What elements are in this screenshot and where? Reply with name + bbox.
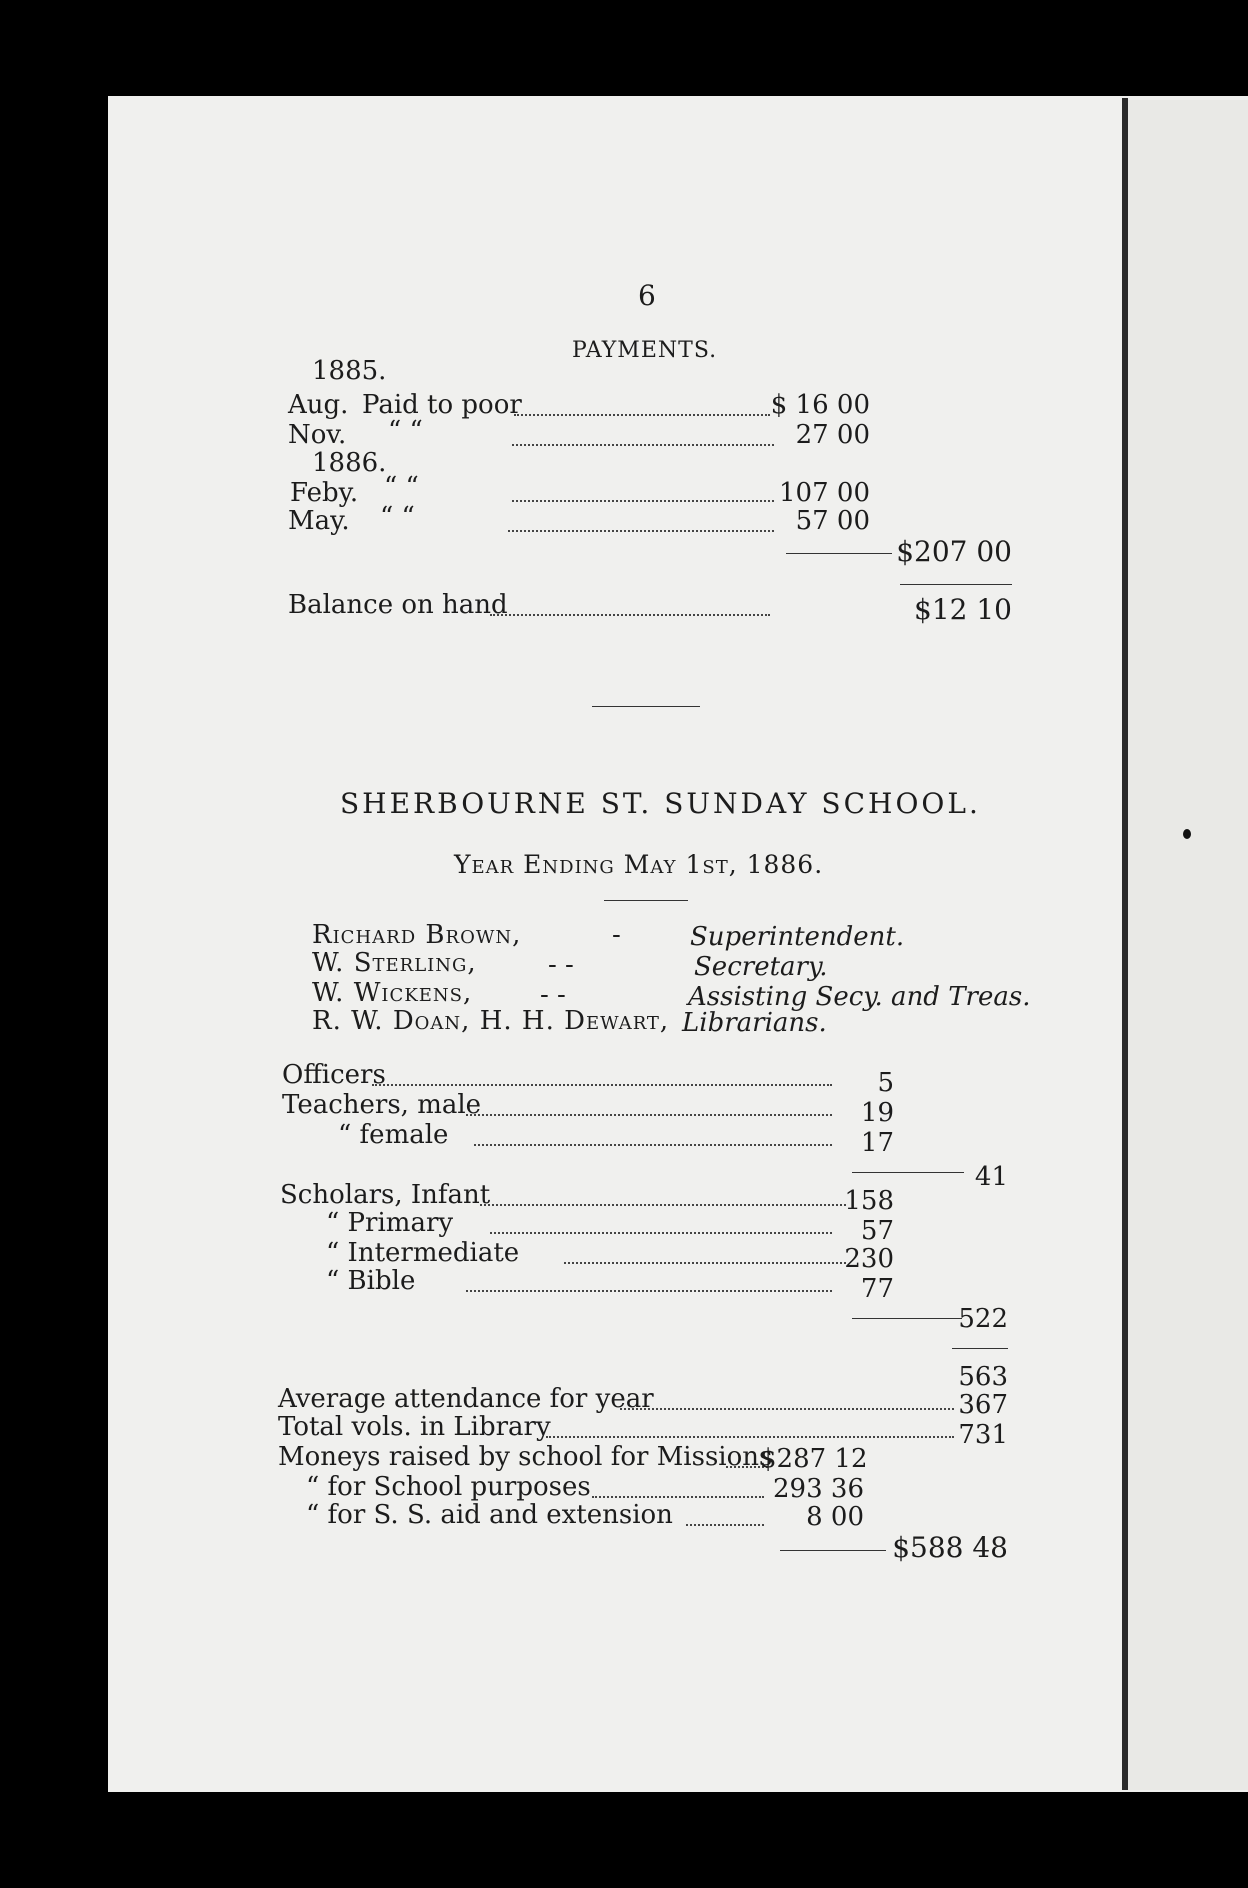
librarians-names: R. W. Doan, H. H. Dewart, — [312, 1006, 670, 1036]
officer-dashes: - - — [540, 980, 566, 1010]
leader-dots — [466, 1114, 832, 1116]
payment-desc: Paid to poor — [362, 390, 522, 420]
money-value: 293 36 — [773, 1474, 864, 1504]
facing-page-edge — [1128, 100, 1248, 1790]
balance-label: Balance on hand — [288, 590, 508, 620]
money-value: $287 12 — [760, 1444, 868, 1474]
payment-amount: 57 00 — [795, 506, 870, 536]
stat-label: Average attendance for year — [278, 1384, 654, 1414]
leader-dots — [490, 614, 770, 616]
stat-value: 367 — [958, 1390, 1008, 1420]
money-label: “ for S. S. aid and extension — [306, 1500, 673, 1530]
sum-rule — [852, 1318, 962, 1319]
page-fold — [1122, 98, 1128, 1790]
money-value: 8 00 — [806, 1502, 864, 1532]
total-rule — [900, 584, 1012, 585]
leader-dots — [546, 1436, 954, 1438]
sum-rule — [852, 1172, 964, 1173]
subtitle-rule — [604, 900, 688, 901]
stat-value: 5 — [877, 1068, 894, 1098]
payments-heading: PAYMENTS. — [572, 338, 718, 363]
leader-dots — [564, 1262, 846, 1264]
section-divider — [592, 706, 700, 707]
year-1886: 1886. — [312, 448, 387, 478]
stat-label: “ Primary — [326, 1208, 454, 1238]
stat-label: “ Intermediate — [326, 1238, 520, 1268]
leader-dots — [512, 444, 774, 446]
leader-dots — [686, 1524, 764, 1526]
officer-name: W. Sterling, — [312, 948, 477, 978]
moneys-total: $588 48 — [892, 1531, 1008, 1564]
school-title: SHERBOURNE ST. SUNDAY SCHOOL. — [340, 787, 981, 820]
sum-rule — [786, 553, 892, 554]
ink-spot — [1183, 829, 1191, 839]
officer-role: Secretary. — [694, 952, 828, 982]
leader-dots — [372, 1084, 832, 1086]
leader-dots — [466, 1290, 832, 1292]
stat-label: Officers — [282, 1060, 386, 1090]
librarians-role: Librarians. — [682, 1008, 827, 1038]
payment-desc: “ “ — [380, 502, 415, 532]
leader-dots — [592, 1496, 764, 1498]
stat-label: Total vols. in Library — [278, 1412, 551, 1442]
stat-value: 57 — [860, 1216, 894, 1246]
payment-amount: 107 00 — [779, 478, 870, 508]
officer-dashes: - - — [548, 950, 574, 980]
total-rule — [952, 1348, 1008, 1349]
stat-label: Scholars, Infant — [280, 1180, 491, 1210]
leader-dots — [620, 1408, 954, 1410]
page-number: 6 — [638, 279, 656, 312]
leader-dots — [512, 500, 774, 502]
payment-month: Aug. — [288, 390, 349, 420]
stat-value: 17 — [860, 1128, 894, 1158]
payment-month: Nov. — [288, 420, 347, 450]
school-subtitle: Year Ending May 1st, 1886. — [454, 850, 824, 879]
officer-dashes: - — [612, 920, 621, 950]
leader-dots — [508, 530, 774, 532]
officer-role: Assisting Secy. and Treas. — [688, 982, 1031, 1012]
payment-amount: 27 00 — [795, 420, 870, 450]
staff-total: 41 — [974, 1162, 1008, 1192]
stat-value: 731 — [958, 1420, 1008, 1450]
officer-name: Richard Brown, — [312, 920, 522, 950]
leader-dots — [514, 414, 770, 416]
officer-role: Superintendent. — [690, 922, 905, 952]
payments-total: $207 00 — [896, 535, 1012, 568]
stat-value: 19 — [860, 1098, 894, 1128]
payment-desc: “ “ — [384, 472, 419, 502]
grand-total: 563 — [958, 1362, 1008, 1392]
stat-value: 230 — [844, 1244, 894, 1274]
payment-amount: $ 16 00 — [770, 390, 870, 420]
stat-label: Teachers, male — [282, 1090, 482, 1120]
stat-label: “ female — [338, 1120, 449, 1150]
leader-dots — [474, 1144, 832, 1146]
stat-value: 158 — [844, 1186, 894, 1216]
year-1885: 1885. — [312, 356, 387, 386]
stat-value: 77 — [860, 1274, 894, 1304]
money-label: Moneys raised by school for Missions — [278, 1442, 773, 1472]
payment-month: Feby. — [290, 478, 359, 508]
payment-desc: “ “ — [388, 416, 423, 446]
leader-dots — [480, 1204, 846, 1206]
leader-dots — [490, 1232, 832, 1234]
officer-name: W. Wickens, — [312, 978, 473, 1008]
scholars-total: 522 — [958, 1304, 1008, 1334]
money-label: “ for School purposes — [306, 1472, 591, 1502]
sum-rule — [780, 1550, 886, 1551]
balance-amount: $12 10 — [914, 593, 1012, 626]
payment-month: May. — [288, 506, 350, 536]
stat-label: “ Bible — [326, 1266, 416, 1296]
